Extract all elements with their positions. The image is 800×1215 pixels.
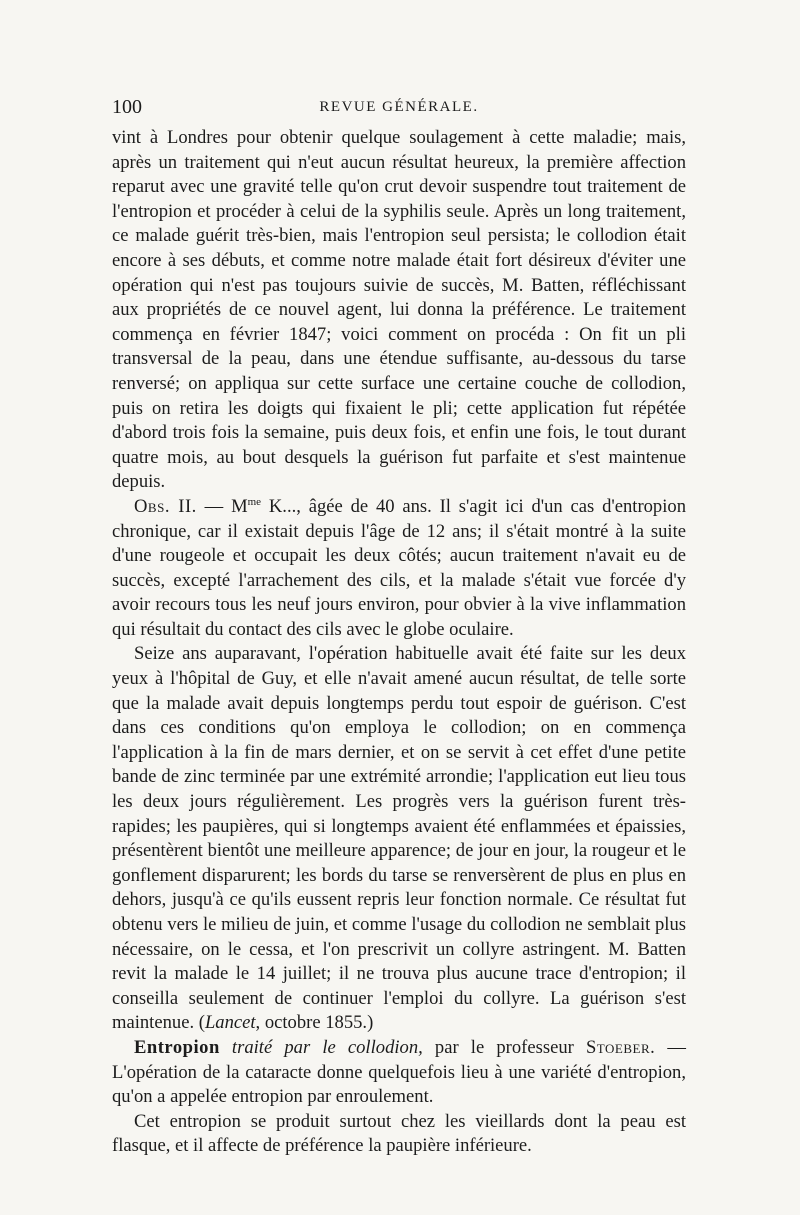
observation-dash: — bbox=[196, 495, 232, 517]
paragraph-observation-2 bbox=[112, 495, 686, 643]
section-dash: — bbox=[655, 1036, 686, 1058]
treatment-text: Seize ans auparavant, l'opération habituelle avait été faite sur les deux yeux à l'hôpital de Guy, et elle n'avait amené aucun résultat, de telle sorte que la malade avait depuis longtemps perdu tout espoir de guérison. C'est dans ces conditions qu'on employa le collodion; on en commença l'application à la fin de mars dernier, et on se servit à cet effet d'une petite bande de zinc terminée par une extrémité arrondie; l'application eut lieu tous les deux jours régulièrement. Les progrès vers la guérison furent très-rapides; les paupières, qui si longtemps avaient été enflammées et épaissies, présentèrent bientôt une meilleure apparence; de jour en jour, la rougeur et le gonflement disparurent; les bords du tarse se renversèrent de plus en plus en dehors, jusqu'à ce qu'ils eussent repris leur fonction normale. Ce résultat fut obtenu vers le milieu de juin, et comme l'usage du collodion ne semblait plus nécessaire, on le cessa, et l'on prescrivit un collyre astringent. M. Batten revit la malade le 14 juillet; il ne trouva plus aucune trace d'entropion; il conseilla seulement de continuer l'emploi du collyre. La guérison s'est maintenue. ( bbox=[112, 643, 686, 1034]
paragraph-treatment bbox=[112, 642, 686, 1036]
patient-name: M bbox=[231, 495, 248, 517]
section-subtitle: traité par le collodion, bbox=[219, 1036, 423, 1058]
page-number: 100 bbox=[112, 96, 142, 118]
body-text bbox=[112, 126, 686, 1159]
section-entropion bbox=[112, 1036, 686, 1110]
observation-text: K..., âgée de 40 ans. Il s'agit ici d'un cas d'entropion chronique, car il existait depuis l'âge de 12 ans; il s'était montré à la suite d'une rougeole et occupait les deux côtés; aucun traitement n'avait eu de succès, excepté l'arrachement des cils, et la malade s'était vue forcée d'y avoir recours tous les neuf jours environ, pour obvier à la vive inflammation qui résultait du contact des cils avec le globe oculaire. bbox=[112, 495, 686, 640]
citation-rest: , octobre 1855.) bbox=[255, 1012, 374, 1034]
section-title: Entropion bbox=[134, 1036, 220, 1058]
running-title: REVUE GÉNÉRALE. bbox=[319, 99, 479, 115]
observation-label: Obs. II. bbox=[134, 495, 197, 517]
page bbox=[112, 96, 686, 1159]
section-text: L'opération de la cataracte donne quelquefois lieu à une variété d'entropion, qu'on a appelée entropion par enroulement. bbox=[112, 1061, 686, 1108]
paragraph-continuation: vint à Londres pour obtenir quelque soulagement à cette maladie; mais, après un traitement qui n'eut aucun résultat heureux, la première affection reparut avec une gravité telle qu'on crut devoir suspendre tout traitement de l'entropion et procéder à celui de la syphilis seule. Après un long traitement, ce malade guérit très-bien, mais l'entropion seul persista; le collodion était encore à ses débuts, et comme notre malade était fort désireux d'éviter une opération qui n'est pas toujours suivie de succès, M. Batten, réfléchissant aux propriétés de ce nouvel agent, lui donna la préférence. Le traitement commença en février 1847; voici comment on procéda : On fit un pli transversal de la peau, dans une étendue suffisante, au-dessous du tarse renversé; on appliqua sur cette surface une certaine couche de collodion, puis on retira les doigts qui fixaient le pli; cette application fut répétée d'abord trois fois la semaine, puis deux fois, et enfin une fois, le tout durant quatre mois, au bout desquels la guérison fut parfaite et s'est maintenue depuis. bbox=[112, 127, 686, 493]
patient-title-superscript: me bbox=[247, 495, 262, 508]
section-by: par le professeur bbox=[422, 1036, 586, 1058]
paragraph-entropion-elderly: Cet entropion se produit surtout chez les vieillards dont la peau est flasque, et il affecte de préférence la paupière inférieure. bbox=[112, 1110, 686, 1157]
citation-journal: Lancet bbox=[204, 1012, 256, 1034]
page-header bbox=[112, 96, 686, 126]
section-author: Stoeber. bbox=[585, 1036, 656, 1058]
